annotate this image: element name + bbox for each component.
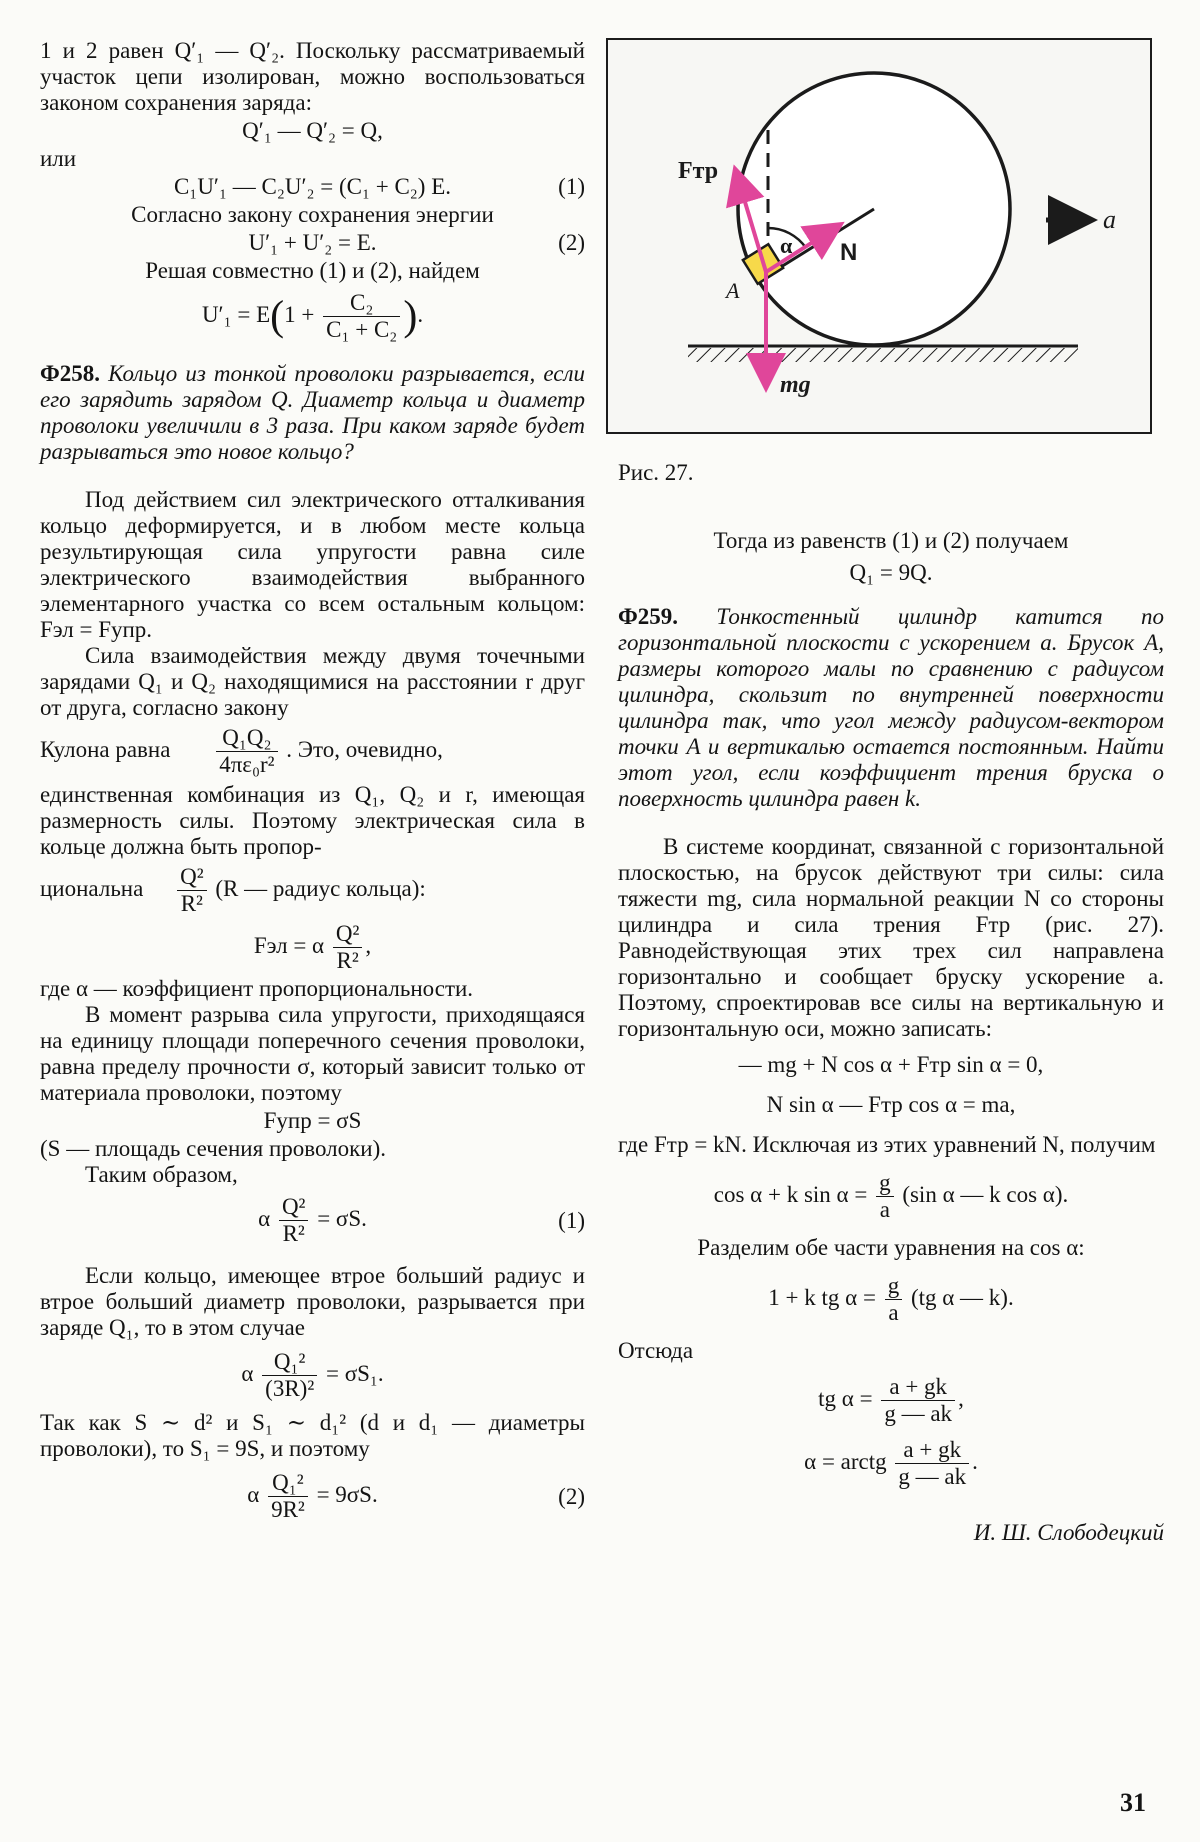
right-column bbox=[618, 528, 1164, 1546]
tg-right: (tg α — k). bbox=[910, 1284, 1014, 1310]
where-paragraph: где Fтр = kN. Исключая из этих уравнений N, получим bbox=[618, 1132, 1156, 1157]
hence-paragraph: Отсюда bbox=[618, 1338, 694, 1363]
problem-259 bbox=[618, 604, 1164, 812]
solve-paragraph: Решая совместно (1) и (2), найдем bbox=[145, 258, 480, 283]
energy-paragraph: Согласно закону сохранения энергии bbox=[131, 202, 494, 227]
equation-strength-1 bbox=[40, 1194, 585, 1247]
charge-conservation-equation: Q′₁ — Q′₂ = Q, bbox=[242, 118, 383, 143]
deformation-paragraph: Под действием сил электрического отталкивания кольцо деформируется, и в любом месте кольца результирующая сила упругости равна силе электрического взаимодействия выбранного элементарного участка со всем остальным кольцом: Fэл = Fупр. bbox=[40, 487, 585, 642]
fel-left: Fэл = α bbox=[253, 932, 325, 958]
u1-end: . bbox=[417, 301, 424, 327]
cos-equation bbox=[618, 1170, 1164, 1223]
figure-caption: Рис. 27. bbox=[618, 460, 694, 485]
u1-left: U′₁ = E bbox=[201, 301, 271, 327]
u1-one: 1 + bbox=[284, 301, 315, 327]
label-friction: Fтр bbox=[678, 158, 719, 184]
label-gravity: mg bbox=[780, 372, 811, 398]
eq3-denominator: R² bbox=[282, 1221, 305, 1246]
divide-paragraph: Разделим обе части уравнения на cos α: bbox=[697, 1235, 1085, 1260]
eq5-right: = 9σS. bbox=[316, 1481, 378, 1507]
fel-end: , bbox=[365, 932, 372, 958]
alpha-answer-fraction bbox=[895, 1437, 969, 1490]
since-paragraph: Так как S ∼ d² и S₁ ∼ d₁² (d и d₁ — диаметры проволоки), то S₁ = 9S, и поэтому bbox=[40, 1410, 585, 1461]
intro-paragraph: 1 и 2 равен Q′₁ — Q′₂. Поскольку рассматриваемый участок цепи изолирован, можно воспользоваться законом сохранения заряда: bbox=[40, 38, 585, 115]
eq3-number: (1) bbox=[558, 1208, 585, 1233]
equation-strength-new bbox=[40, 1349, 585, 1402]
open-paren: ( bbox=[270, 293, 285, 340]
tg-equation bbox=[618, 1273, 1164, 1326]
cos-fraction bbox=[876, 1170, 894, 1223]
coulomb-text: Кулона равна bbox=[40, 736, 171, 762]
coulomb-numerator: Q₁Q₂ bbox=[216, 725, 277, 752]
tg-alpha-end: , bbox=[958, 1385, 964, 1411]
fel-numerator: Q² bbox=[333, 921, 363, 948]
cylinder-diagram bbox=[608, 40, 1150, 432]
coulomb-paragraph: Сила взаимодействия между двумя точечными зарядами Q₁ и Q₂ находящимися на расстоянии r друг от друга, согласно закону bbox=[40, 643, 585, 720]
ground-hatch bbox=[688, 348, 1078, 362]
alpha-answer-left: α = arctg bbox=[804, 1448, 887, 1474]
close-paren: ) bbox=[403, 293, 418, 340]
eq4-left: α bbox=[241, 1360, 254, 1386]
label-point-a: A bbox=[726, 278, 740, 303]
fupr-equation: Fупр = σS bbox=[263, 1108, 362, 1133]
proportional-denominator: R² bbox=[180, 891, 203, 916]
eq5-left: α bbox=[247, 1481, 260, 1507]
proportional-text: циональна bbox=[40, 875, 144, 901]
problem-258-text: Кольцо из тонкой проволоки разрывается, если его зарядить зарядом Q. Диаметр кольца и диаметр проволоки увеличили в 3 раза. При каком заряде будет разрываться это новое кольцо? bbox=[40, 361, 585, 464]
proportional-tail: (R — радиус кольца): bbox=[215, 875, 426, 901]
eq3-right: = σS. bbox=[317, 1205, 367, 1231]
break-paragraph: В момент разрыва сила упругости, приходящаяся на единицу площади поперечного сечения проволоки, равна пределу прочности σ, который зависит только от материала проволоки, поэтому bbox=[40, 1002, 585, 1105]
q1-result-equation: Q₁ = 9Q. bbox=[849, 560, 933, 585]
alpha-answer-equation bbox=[618, 1437, 1164, 1490]
equation-2-body: U′₁ + U′₂ = E. bbox=[248, 230, 377, 255]
problem-258-id: Ф258. bbox=[40, 361, 101, 386]
horizontal-projection-equation: N sin α — Fтр cos α = ma, bbox=[766, 1092, 1016, 1117]
tg-alpha-equation bbox=[618, 1374, 1164, 1427]
u1-fraction-numerator: C₂ bbox=[323, 290, 400, 317]
tg-alpha-fraction bbox=[881, 1374, 955, 1427]
eq4-fraction bbox=[262, 1349, 317, 1402]
thus-paragraph: Таким образом, bbox=[85, 1162, 238, 1187]
u1-fraction-denominator: C₁ + C₂ bbox=[326, 317, 398, 342]
equation-2 bbox=[40, 230, 585, 256]
u1-solution-equation bbox=[40, 290, 585, 343]
cos-denominator: a bbox=[879, 1197, 890, 1222]
tg-left: 1 + k tg α = bbox=[768, 1284, 876, 1310]
eq5-denominator: 9R² bbox=[271, 1497, 305, 1522]
eq5-numerator: Q₁² bbox=[268, 1470, 308, 1497]
problem-259-text: Тонкостенный цилиндр катится по горизонтальной плоскости с ускорением a. Брусок A, размеры которого малы по сравнению с радиусом цилиндра, скользит по внутренней поверхности цилиндра так, что угол между радиусом-вектором точки A и вертикалью остается постоянным. Найти этот угол, если коэффициент трения бруска о поверхность цилиндра равен k. bbox=[618, 604, 1164, 811]
eq3-numerator: Q² bbox=[279, 1194, 309, 1221]
proportional-line bbox=[40, 864, 585, 917]
tg-fraction bbox=[885, 1273, 903, 1326]
alpha-paragraph: где α — коэффициент пропорциональности. bbox=[40, 976, 474, 1001]
problem-258 bbox=[40, 361, 585, 465]
proportional-numerator: Q² bbox=[177, 864, 207, 891]
word-or: или bbox=[40, 146, 77, 171]
vertical-projection-equation: — mg + N cos α + Fтр sin α = 0, bbox=[738, 1052, 1044, 1077]
equation-1 bbox=[40, 174, 585, 200]
area-paragraph: (S — площадь сечения проволоки). bbox=[40, 1136, 387, 1161]
eq4-denominator: (3R)² bbox=[265, 1376, 315, 1401]
tg-alpha-numerator: a + gk bbox=[881, 1374, 955, 1401]
combination-paragraph: единственная комбинация из Q₁, Q₂ и r, имеющая размерность силы. Поэтому электрическая сила в кольце должна быть пропор- bbox=[40, 782, 585, 859]
if-paragraph: Если кольцо, имеющее втрое больший радиус и втрое больший диаметр проволоки, разрывается при заряде Q₁, то в этом случае bbox=[40, 1263, 585, 1340]
tg-alpha-denominator: g — ak bbox=[884, 1401, 953, 1426]
fel-denominator: R² bbox=[336, 948, 359, 973]
u1-fraction bbox=[323, 290, 400, 343]
author-signature: И. Ш. Слободецкий bbox=[973, 1520, 1164, 1545]
problem-259-id: Ф259. bbox=[618, 604, 679, 629]
tg-denominator: a bbox=[888, 1300, 899, 1325]
proportional-fraction bbox=[177, 864, 207, 917]
left-column bbox=[40, 38, 585, 1531]
alpha-answer-numerator: a + gk bbox=[895, 1437, 969, 1464]
fel-equation bbox=[40, 921, 585, 974]
coulomb-line bbox=[40, 725, 585, 778]
fel-fraction bbox=[333, 921, 363, 974]
equation-1-body: C₁U′₁ — C₂U′₂ = (C₁ + C₂) E. bbox=[173, 174, 452, 199]
system-paragraph: В системе координат, связанной с горизонтальной плоскостью, на брусок действуют три силы: сила тяжести mg, сила нормальной реакции N со стороны цилиндра и сила трения Fтр (рис. 27). Равнодействующая этих трех сил направлена горизонтально и сообщает бруску ускорение a. Поэтому, спроектировав все силы на вертикальную и горизонтальную оси, можно записать: bbox=[618, 834, 1164, 1041]
eq3-left: α bbox=[258, 1205, 271, 1231]
figure-27 bbox=[606, 38, 1152, 434]
eq5-number: (2) bbox=[558, 1484, 585, 1509]
tg-numerator: g bbox=[885, 1273, 903, 1300]
eq3-fraction bbox=[279, 1194, 309, 1247]
cos-left: cos α + k sin α = bbox=[713, 1181, 868, 1207]
coulomb-denominator: 4πε₀r² bbox=[219, 752, 275, 777]
eq5-fraction bbox=[268, 1470, 308, 1523]
eq4-right: = σS₁. bbox=[325, 1360, 384, 1386]
coulomb-tail: . Это, очевидно, bbox=[286, 736, 443, 762]
page-number: 31 bbox=[1120, 1788, 1146, 1817]
cos-numerator: g bbox=[876, 1170, 894, 1197]
eq4-numerator: Q₁² bbox=[262, 1349, 317, 1376]
equation-2-number: (2) bbox=[558, 230, 585, 255]
equation-strength-2 bbox=[40, 1470, 585, 1523]
alpha-answer-denominator: g — ak bbox=[898, 1464, 967, 1489]
label-normal: N bbox=[840, 239, 858, 266]
equation-1-number: (1) bbox=[558, 174, 585, 199]
alpha-answer-end: . bbox=[972, 1448, 978, 1474]
cos-right: (sin α — k cos α). bbox=[902, 1181, 1069, 1207]
coulomb-fraction bbox=[216, 725, 277, 778]
label-acceleration: a bbox=[1103, 205, 1116, 234]
label-alpha: α bbox=[780, 233, 793, 258]
then-paragraph: Тогда из равенств (1) и (2) получаем bbox=[713, 528, 1069, 553]
tg-alpha-left: tg α = bbox=[818, 1385, 873, 1411]
